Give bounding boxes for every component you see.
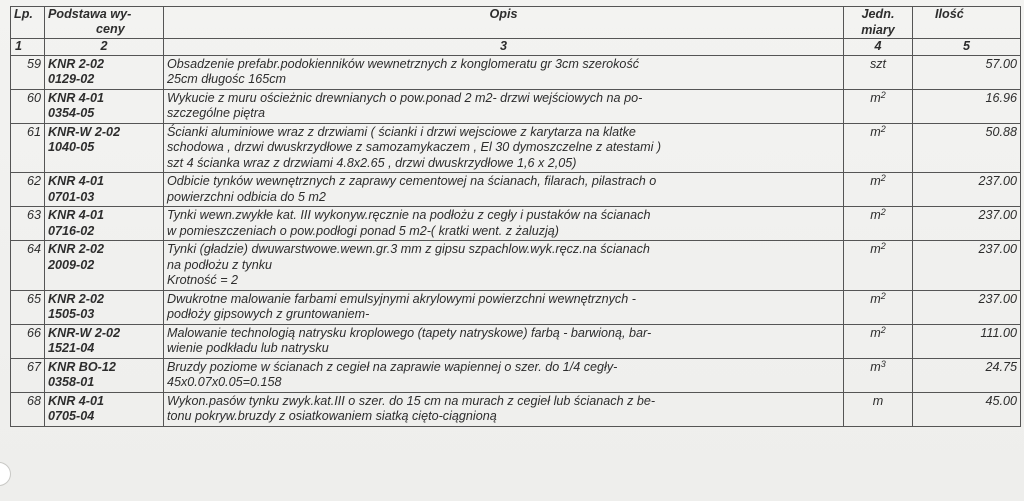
row-lp: 65 <box>11 290 45 324</box>
row-base-line: 1521-04 <box>48 341 95 355</box>
row-unit <box>844 173 913 207</box>
table-row <box>11 358 1021 392</box>
row-description <box>164 358 844 392</box>
header-qty: Ilość <box>913 7 1021 39</box>
table-row <box>11 173 1021 207</box>
row-lp: 68 <box>11 392 45 426</box>
row-description <box>164 55 844 89</box>
row-unit <box>844 89 913 123</box>
row-description-line: Tynki (gładzie) dwuwarstwowe.wewn.gr.3 mm z gipsu szpachlow.wyk.ręcz.na ścianach <box>167 242 650 256</box>
row-description <box>164 207 844 241</box>
row-unit-exponent: 2 <box>880 89 886 100</box>
header-unit-line1: Jedn. <box>861 7 895 21</box>
row-description-line: Ścianki aluminiowe wraz z drzwiami ( ścianki i drzwi wejsciowe z karytarza na klatke <box>167 124 636 139</box>
row-base-line: KNR 2-02 <box>48 291 104 306</box>
column-number: 2 <box>45 39 164 56</box>
row-base-line: KNR 4-01 <box>48 174 104 188</box>
row-quantity: 237.00 <box>913 173 1021 207</box>
row-base-line: 0701-03 <box>48 189 95 204</box>
row-base <box>45 123 164 173</box>
row-unit <box>844 392 913 426</box>
row-unit-text: m <box>870 124 881 139</box>
row-unit-text: m <box>870 325 881 340</box>
row-unit <box>844 123 913 173</box>
header-lp: Lp. <box>11 7 45 39</box>
row-unit-text: m <box>870 242 881 256</box>
row-unit-text: m <box>870 291 881 306</box>
table-row <box>11 241 1021 291</box>
row-base-line: 2009-02 <box>48 257 95 272</box>
row-lp: 61 <box>11 123 45 173</box>
table-row <box>11 290 1021 324</box>
row-lp: 63 <box>11 207 45 241</box>
row-description-line: Odbicie tynków wewnętrznych z zaprawy cementowej na ścianach, filarach, pilastrach o <box>167 174 657 188</box>
row-unit <box>844 55 913 89</box>
row-quantity: 237.00 <box>913 207 1021 241</box>
row-description-line: w pomieszczeniach o pow.podłogi ponad 5 m2-( kratki went. z żaluzją) <box>167 223 559 238</box>
row-base <box>45 173 164 207</box>
row-unit <box>844 207 913 241</box>
row-description-line: Tynki wewn.zwykłe kat. III wykonyw.ręcznie na podłożu z cegły i pustaków na ścianach <box>167 208 651 222</box>
row-lp: 62 <box>11 173 45 207</box>
row-unit-exponent: 2 <box>880 324 886 335</box>
row-quantity: 16.96 <box>913 89 1021 123</box>
header-base-line1: Podstawa wy- <box>48 7 132 21</box>
row-lp: 60 <box>11 89 45 123</box>
header-row <box>11 7 1021 39</box>
row-description-line: wienie podkładu lub natrysku <box>167 341 329 355</box>
row-base-line: KNR BO-12 <box>48 359 116 374</box>
row-unit-text: m <box>870 174 881 188</box>
row-base <box>45 207 164 241</box>
row-description <box>164 123 844 173</box>
row-description-line: tonu pokryw.bruzdy z osiatkowaniem siatką cięto-ciągnioną <box>167 409 497 423</box>
table-row <box>11 207 1021 241</box>
column-number: 5 <box>913 39 1021 56</box>
row-description-line: powierzchni odbicia do 5 m2 <box>167 189 326 204</box>
row-unit-exponent: 2 <box>880 207 886 217</box>
header-base <box>45 7 164 39</box>
row-base-line: 0716-02 <box>48 223 95 238</box>
row-base-line: KNR-W 2-02 <box>48 124 121 139</box>
row-unit <box>844 358 913 392</box>
row-base-line: KNR 4-01 <box>48 208 104 222</box>
row-quantity: 24.75 <box>913 358 1021 392</box>
row-description <box>164 290 844 324</box>
row-lp: 64 <box>11 241 45 291</box>
row-base-line: KNR 4-01 <box>48 393 104 408</box>
row-description-line: schodowa , drzwi dwuskrzydłowe z samozamykaczem , El 30 dymoszczelne z atestami ) <box>167 140 662 154</box>
header-opis: Opis <box>164 7 844 39</box>
row-description <box>164 241 844 291</box>
row-unit-exponent: 2 <box>880 290 886 301</box>
row-unit-text: m <box>870 359 881 374</box>
row-description-line: 25cm długośc 165cm <box>167 72 287 86</box>
column-number: 1 <box>11 39 45 56</box>
row-unit-exponent: 3 <box>880 358 886 369</box>
row-base-line: KNR-W 2-02 <box>48 325 121 340</box>
row-description-line: Bruzdy poziome w ścianach z cegieł na zaprawie wapiennej o szer. do 1/4 cegły- <box>167 359 618 374</box>
row-description-line: Obsadzenie prefabr.podokienników wewnetrznych z konglomeratu gr 3cm szerokość <box>167 56 640 71</box>
row-base <box>45 89 164 123</box>
column-number-row <box>11 39 1021 56</box>
row-unit-exponent: 2 <box>880 173 886 183</box>
header-base-line2: ceny <box>96 22 125 36</box>
row-quantity: 111.00 <box>913 324 1021 358</box>
header-unit-line2: miary <box>861 22 895 37</box>
row-description-line: na podłożu z tynku <box>167 257 273 272</box>
row-unit <box>844 324 913 358</box>
row-quantity: 57.00 <box>913 55 1021 89</box>
row-quantity: 50.88 <box>913 123 1021 173</box>
cost-estimate-table <box>10 6 1021 427</box>
row-description-line: Krotność = 2 <box>167 273 239 287</box>
row-unit-exponent: 2 <box>880 123 886 134</box>
row-quantity: 237.00 <box>913 241 1021 291</box>
column-number: 4 <box>844 39 913 56</box>
row-base <box>45 290 164 324</box>
table-row <box>11 392 1021 426</box>
row-description-line: Malowanie technologią natrysku kroplowego (tapety natryskowe) farbą - barwioną, bar- <box>167 325 652 340</box>
row-base-line: 1040-05 <box>48 140 95 154</box>
table-row <box>11 89 1021 123</box>
table-body <box>11 55 1021 426</box>
table-row <box>11 324 1021 358</box>
row-description <box>164 89 844 123</box>
row-description-line: podłoży gipsowych z gruntowaniem- <box>167 307 370 321</box>
row-lp: 66 <box>11 324 45 358</box>
row-base-line: KNR 2-02 <box>48 242 104 256</box>
row-base <box>45 55 164 89</box>
row-base <box>45 241 164 291</box>
row-description <box>164 392 844 426</box>
row-base <box>45 324 164 358</box>
row-base-line: 0358-01 <box>48 375 95 389</box>
row-base-line: 0129-02 <box>48 72 95 86</box>
row-unit <box>844 290 913 324</box>
row-unit <box>844 241 913 291</box>
row-base-line: KNR 2-02 <box>48 56 104 71</box>
row-lp: 67 <box>11 358 45 392</box>
row-lp: 59 <box>11 55 45 89</box>
row-unit-text: m <box>870 90 881 105</box>
row-description <box>164 173 844 207</box>
table-row <box>11 55 1021 89</box>
row-description-line: szt 4 ścianka wraz z drzwiami 4.8x2.65 , drzwi dwuskrzydłowe 1,6 x 2,05) <box>167 155 577 170</box>
column-number: 3 <box>164 39 844 56</box>
row-unit-text: szt <box>869 56 887 71</box>
row-base-line: KNR 4-01 <box>48 90 104 105</box>
row-description-line: szczególne piętra <box>167 106 266 120</box>
header-unit <box>844 7 913 39</box>
table-row <box>11 123 1021 173</box>
row-base-line: 1505-03 <box>48 307 95 321</box>
row-description-line: Wykon.pasów tynku zwyk.kat.III o szer. do 15 cm na murach z cegieł lub ścianach z be- <box>167 393 656 408</box>
row-base-line: 0705-04 <box>48 409 95 423</box>
row-description-line: Wykucie z muru ościeżnic drewnianych o pow.ponad 2 m2- drzwi wejściowych na po- <box>167 90 643 105</box>
row-unit-text: m <box>870 208 881 222</box>
row-description-line: 45x0.07x0.05=0.158 <box>167 375 282 389</box>
row-description-line: Dwukrotne malowanie farbami emulsyjnymi akrylowymi powierzchni wewnętrznych - <box>167 291 636 306</box>
row-unit-text: m <box>872 393 884 408</box>
row-description <box>164 324 844 358</box>
row-quantity: 45.00 <box>913 392 1021 426</box>
row-base <box>45 392 164 426</box>
row-unit-exponent: 2 <box>880 241 886 251</box>
row-base-line: 0354-05 <box>48 106 95 120</box>
binder-hole-mark <box>0 462 11 486</box>
row-quantity: 237.00 <box>913 290 1021 324</box>
row-base <box>45 358 164 392</box>
